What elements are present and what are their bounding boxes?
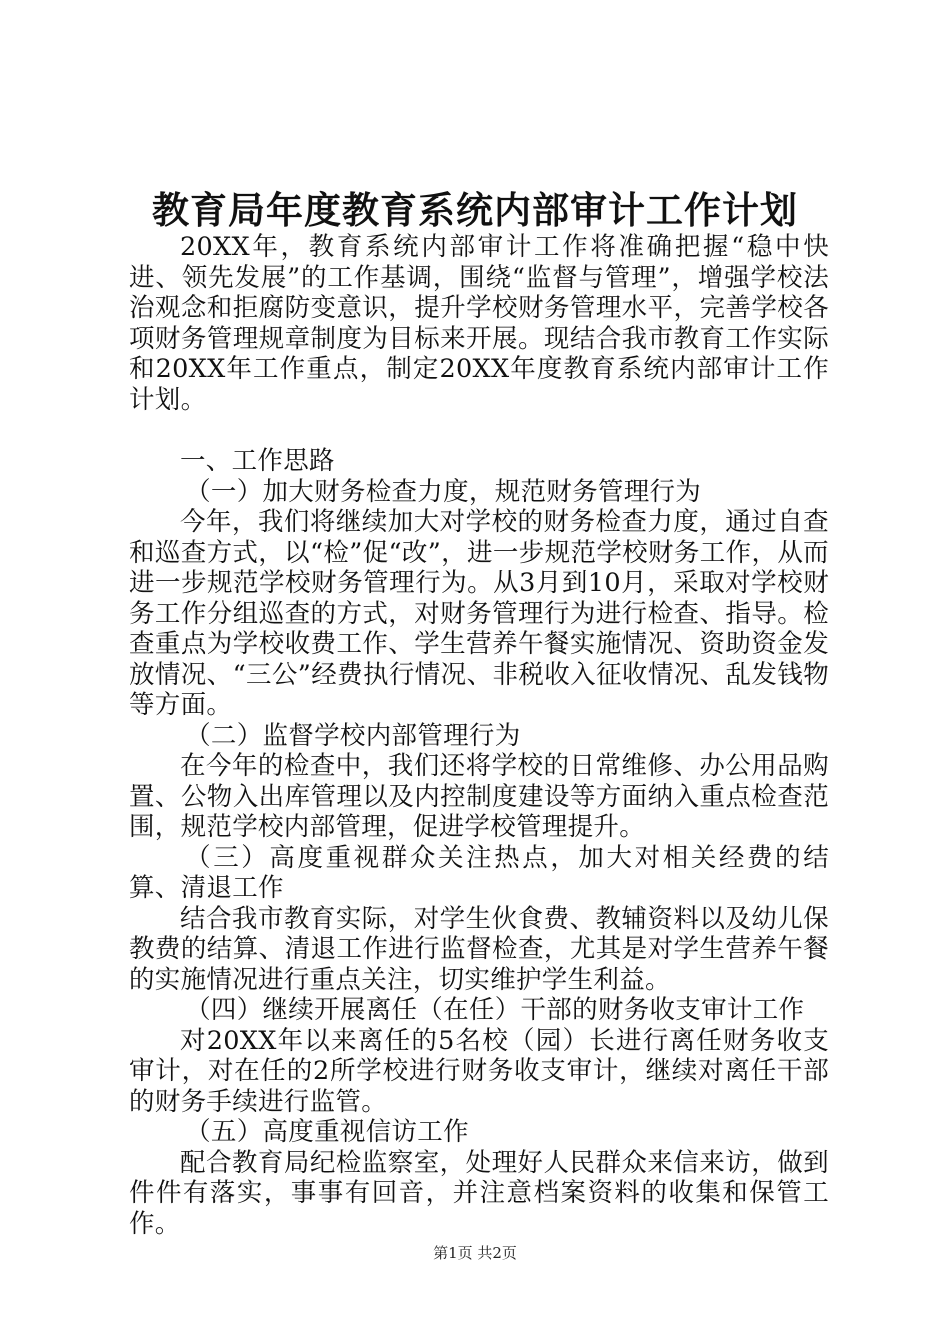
item-text-1: 今年，我们将继续加大对学校的财务检查力度，通过自查和巡查方式，以“检”促“改”，进一步规范学校财务工作，从而进一步规范学校财务管理行为。从3月到10月，采取对学校财务工作分组巡查的方式，对财务管理行为进行检查、指导。检查重点为学校收费工作、学生营养午餐实施情况、资助资金发放情况、“三公”经费执行情况、非税收入征收情况、乱发钱物等方面。 [129,507,829,720]
item-heading-2: （二）监督学校内部管理行为 [185,720,521,751]
item-heading-5: （五）高度重视信访工作 [185,1117,469,1147]
section-heading: 一、工作思路 [180,446,335,476]
paragraph-gap [129,415,829,446]
document-title: 教育局年度教育系统内部审计工作计划 [152,188,798,232]
item-heading-1: （一）加大财务检查力度，规范财务管理行为 [185,476,702,507]
intro-paragraph: 20XX年，教育系统内部审计工作将准确把握“稳中快进、领先发展”的工作基调，围绕“监督与管理”，增强学校法治观念和拒腐防变意识，提升学校财务管理水平，完善学校各项财务管理规章制度为目标来开展。现结合我市教育工作实际和20XX年工作重点，制定20XX年度教育系统内部审计工作计划。 [129,232,829,415]
item-text-5: 配合教育局纪检监察室，处理好人民群众来信来访，做到件件有落实，事事有回音，并注意档案资料的收集和保管工作。 [129,1147,829,1239]
item-text-2: 在今年的检查中，我们还将学校的日常维修、办公用品购置、公物入出库管理以及内控制度建设等方面纳入重点检查范围，规范学校内部管理，促进学校管理提升。 [129,751,829,842]
item-text-4: 对20XX年以来离任的5名校（园）长进行离任财务收支审计，对在任的2所学校进行财务收支审计，继续对离任干部的财务手续进行监管。 [129,1025,829,1117]
document-body [129,232,829,1239]
page-footer: 第1页 共2页 [433,1244,517,1262]
item-text-3: 结合我市教育实际，对学生伙食费、教辅资料以及幼儿保教费的结算、清退工作进行监督检查，尤其是对学生营养午餐的实施情况进行重点关注，切实维护学生利益。 [129,903,829,995]
item-heading-3: （三）高度重视群众关注热点，加大对相关经费的结算、清退工作 [129,842,829,903]
item-heading-4: （四）继续开展离任（在任）干部的财务收支审计工作 [185,995,805,1025]
